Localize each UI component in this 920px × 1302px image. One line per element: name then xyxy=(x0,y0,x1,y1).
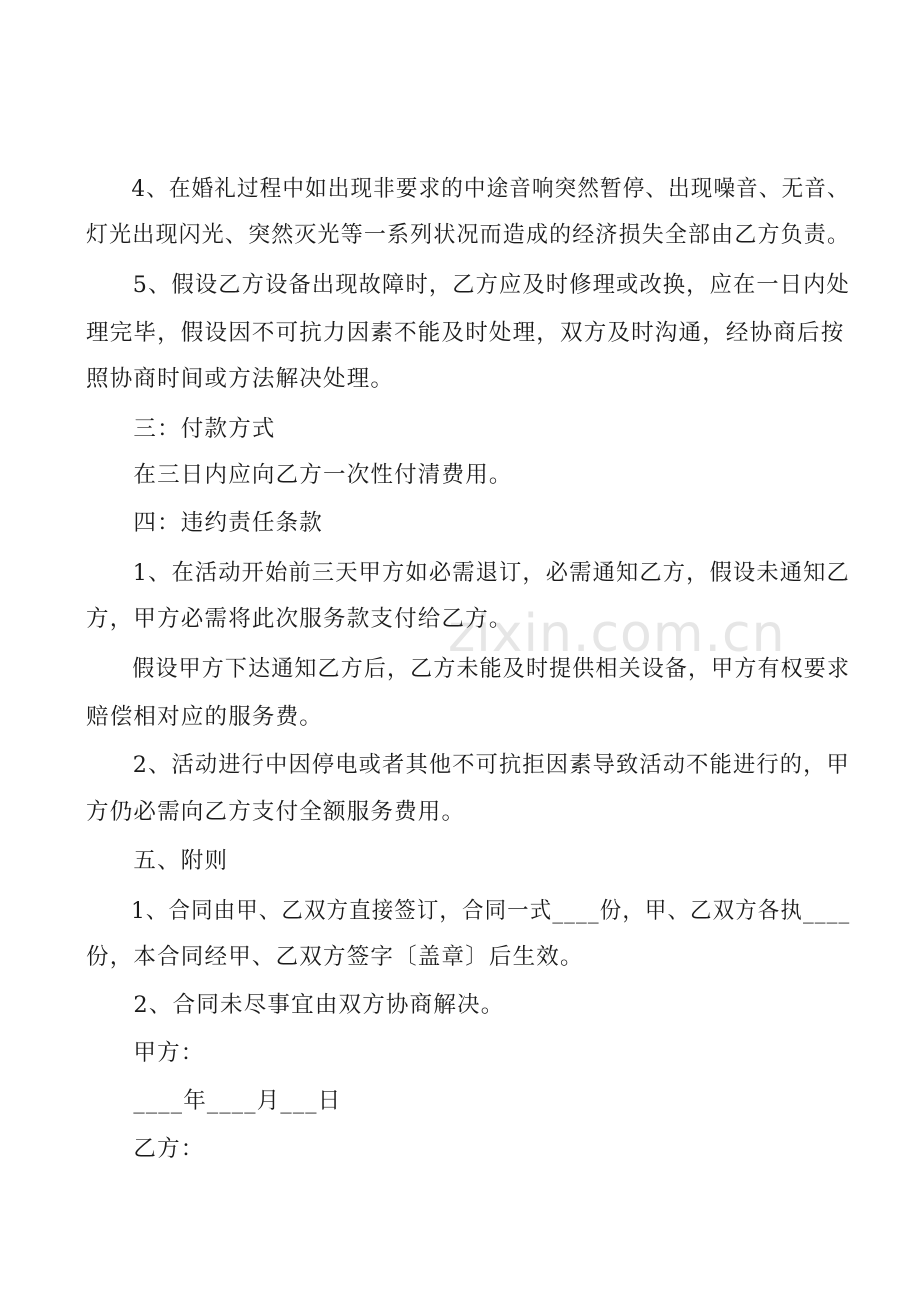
party-b-signature-label: 乙方： xyxy=(86,1136,205,1162)
clause-5-line-3: 照协商时间或方法解决处理。 xyxy=(86,366,395,392)
clause-5-line-2: 理完毕，假设因不可抗力因素不能及时处理，双方及时沟通，经协商后按 xyxy=(86,320,845,346)
watermark: zixin.com.cn xyxy=(448,604,786,664)
section-4-clause-2-line-2: 方仍必需向乙方支付全额服务费用。 xyxy=(86,799,466,825)
section-4-para-line-1: 假设甲方下达通知乙方后，乙方未能及时提供相关设备，甲方有权要求 xyxy=(86,656,851,682)
section-4-clause-1-line-2: 方，甲方必需将此次服务款支付给乙方。 xyxy=(86,606,513,632)
section-4-para-line-2: 赔偿相对应的服务费。 xyxy=(86,704,324,730)
section-5-clause-1-line-1: 1、合同由甲、乙双方直接签订，合同一式____份，甲、乙双方各执____ xyxy=(86,898,851,924)
clause-4-line-2: 灯光出现闪光、突然灭光等一系列状况而造成的经济损失全部由乙方负责。 xyxy=(86,222,851,248)
party-a-signature-label: 甲方： xyxy=(86,1040,205,1066)
section-5-heading: 五、附则 xyxy=(86,848,229,874)
section-4-clause-1-line-1: 1、在活动开始前三天甲方如必需退订，必需通知乙方，假设未通知乙 xyxy=(86,560,850,586)
section-4-clause-2-line-1: 2、活动进行中因停电或者其他不可抗拒因素导致活动不能进行的，甲 xyxy=(86,752,850,778)
section-5-clause-1-line-2: 份，本合同经甲、乙双方签字〔盖章〕后生效。 xyxy=(86,944,584,970)
section-5-clause-2: 2、合同未尽事宜由双方协商解决。 xyxy=(86,992,505,1018)
clause-5-line-1: 5、假设乙方设备出现故障时，乙方应及时修理或改换，应在一日内处 xyxy=(86,272,850,298)
signing-date-line: ____年____月___日 xyxy=(86,1088,342,1114)
section-3-heading: 三：付款方式 xyxy=(86,416,276,442)
section-3-body: 在三日内应向乙方一次性付清费用。 xyxy=(86,462,513,488)
section-4-heading: 四：违约责任条款 xyxy=(86,510,324,536)
clause-4-line-1: 4、在婚礼过程中如出现非要求的中途音响突然暂停、出现噪音、无音、 xyxy=(86,176,850,202)
